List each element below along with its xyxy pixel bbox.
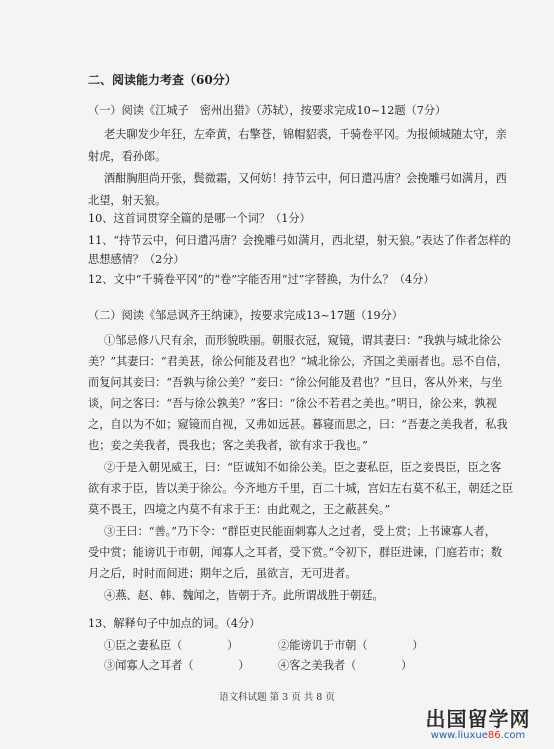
question-12: 12、文中“千骑卷平冈”的“卷”字能否用“过”字替换，为什么？（4分） <box>88 273 435 286</box>
passage-line: 月之后，时时而间进；期年之后，虽欲言，无可进者。 <box>88 567 357 580</box>
passage-line: ③王曰：“善。”乃下令：“群臣吏民能面刺寡人之过者，受上赏；上书谏寡人者， <box>104 525 496 538</box>
watermark-url: www.liuxue86.com <box>430 730 526 741</box>
passage-line: 而复问其妾曰：“吾孰与徐公美？”妾曰：“徐公何能及君也？”旦日，客从外来，与坐 <box>88 376 503 389</box>
site-watermark <box>408 708 548 742</box>
passage-line: 莫不畏王，四境之内莫不有求于王：由此观之，王之蔽甚矣。” <box>88 503 391 516</box>
part2-heading: （二）阅读《邹忌讽齐王纳谏》，按要求完成13~17题（19分） <box>88 309 403 322</box>
watermark-name: 出国留学网 <box>425 707 531 731</box>
passage-line: 之，自以为不如；窥镜而自视，又弗如远甚。暮寝而思之，曰：“吾妻之美我者，私我 <box>88 418 508 431</box>
question-10: 10、这首词贯穿全篇的是哪一个词？（1分） <box>88 212 311 225</box>
poem-line: 老夫聊发少年狂，左牵黄，右擎苍，锦帽貂裘，千骑卷平冈。为报倾城随太守，亲 <box>104 128 507 141</box>
section-title: 二、阅读能力考查（60分） <box>88 73 237 87</box>
poem-line: 射虎，看孙郎。 <box>88 150 167 163</box>
passage-line: ②于是入朝见威王，曰：“臣诚知不如徐公美。臣之妻私臣，臣之妾畏臣，臣之客 <box>104 461 502 474</box>
passage-line: ①邹忌修八尺有余，而形貌昳丽。朝服衣冠，窥镜，谓其妻曰：“我孰与城北徐公 <box>104 334 502 347</box>
question-13-item: ②能谤讥于市朝（ ） <box>278 639 424 652</box>
passage-line: 也；妾之美我者，畏我也；客之美我者，欲有求于我也。” <box>88 439 368 452</box>
question-13-item: ④客之美我者（ ） <box>278 659 413 672</box>
question-11-line: 思想感情？（2分） <box>88 253 185 266</box>
question-13: 13、解释句子中加点的词。（4分） <box>88 617 261 630</box>
passage-line: ④燕、赵、韩、魏闻之，皆朝于齐。此所谓战胜于朝廷。 <box>104 589 384 602</box>
question-11-line: 11、“持节云中，何日遣冯唐？会挽雕弓如满月，西北望，射天狼。”表达了作者怎样的 <box>88 234 511 247</box>
poem-line: 酒酣胸胆尚开张，鬓微霜，又何妨！持节云中，何日遣冯唐？会挽雕弓如满月，西 <box>104 172 507 185</box>
question-13-item: ①臣之妻私臣（ ） <box>104 639 239 652</box>
passage-line: 谈，问之客曰：“吾与徐公孰美？”客曰：“徐公不若君之美也。”明日，徐公来，孰视 <box>88 397 497 410</box>
poem-line: 北望，射天狼。 <box>88 194 167 207</box>
passage-line: 美？”其妻曰：“君美甚，徐公何能及君也？”城北徐公，齐国之美丽者也。忌不自信， <box>88 355 508 368</box>
passage-line: 受中赏；能谤讥于市朝，闻寡人之耳者，受下赏。”令初下，群臣进谏，门庭若市；数 <box>88 546 503 559</box>
page-footer: 语文科试题 第 3 页 共 8 页 <box>219 692 335 703</box>
passage-line: 欲有求于臣，皆以美于徐公。今齐地方千里，百二十城，宫妇左右莫不私王，朝廷之臣 <box>88 482 514 495</box>
question-13-item: ③闻寡人之耳者（ ） <box>104 659 250 672</box>
part1-heading: （一）阅读《江城子 密州出猎》（苏轼），按要求完成10~12题（7分） <box>88 104 447 117</box>
